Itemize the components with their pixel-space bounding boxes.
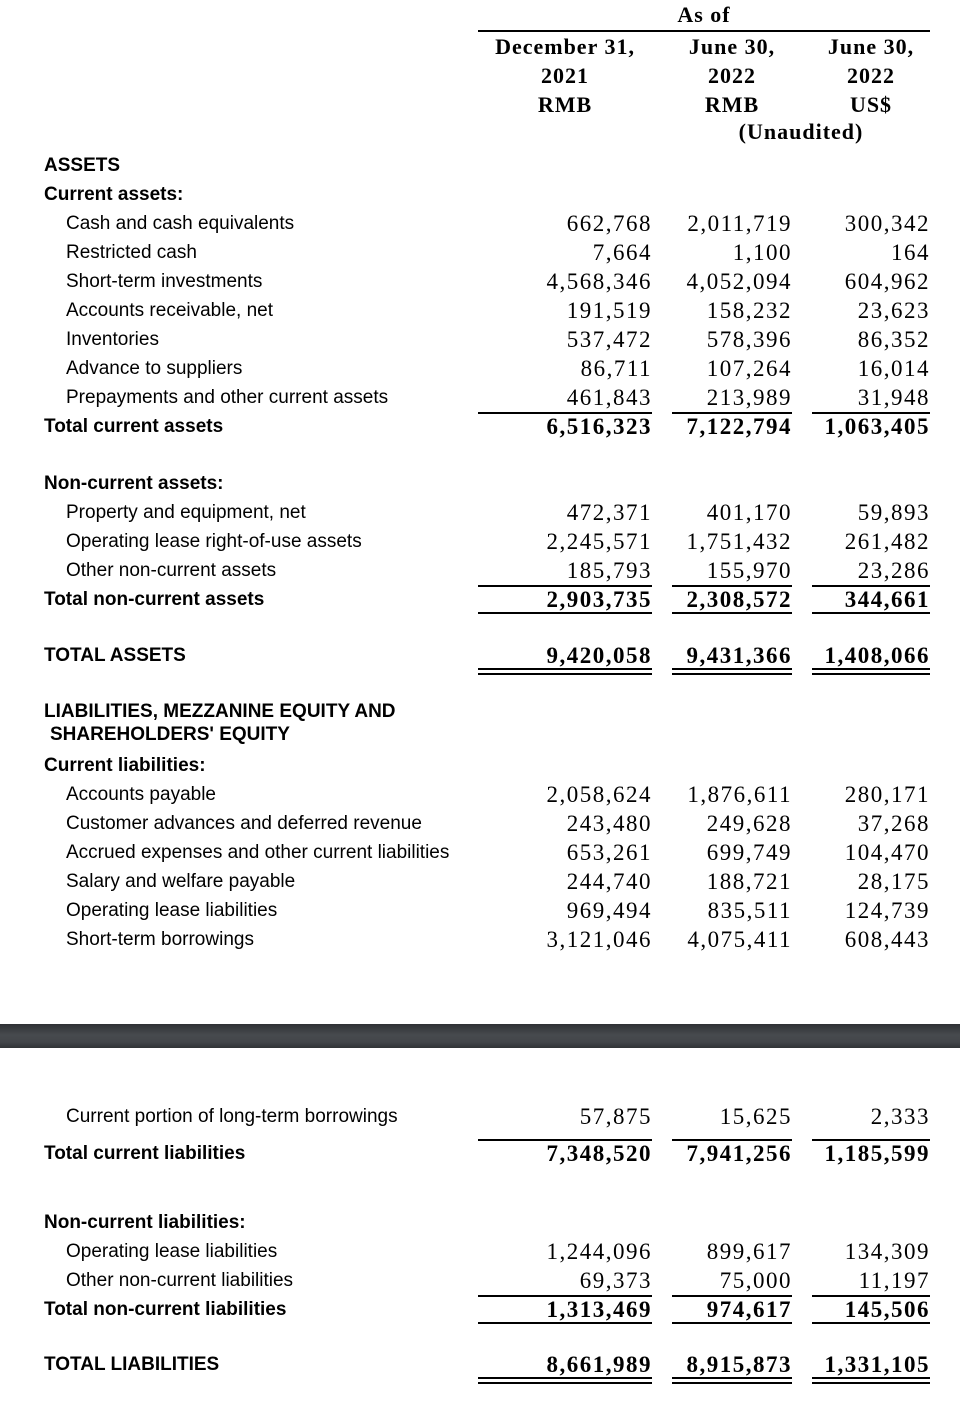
value-dec-2021-rmb: 1,313,469 <box>478 1295 652 1324</box>
table-row <box>44 867 930 896</box>
value-dec-2021-rmb: 2,058,624 <box>546 782 652 807</box>
value-jun-2022-usd: 16,014 <box>857 356 930 381</box>
value-dec-2021-rmb: 969,494 <box>566 898 652 923</box>
table-row <box>44 527 930 556</box>
value-jun-2022-rmb: 899,617 <box>706 1239 792 1264</box>
table-row <box>44 925 930 954</box>
value-dec-2021-rmb: 472,371 <box>566 500 652 525</box>
value-dec-2021-rmb: 7,348,520 <box>478 1139 652 1168</box>
value-jun-2022-rmb: 1,751,432 <box>686 529 792 554</box>
value-dec-2021-rmb: 3,121,046 <box>546 927 652 952</box>
value-dec-2021-rmb: 6,516,323 <box>478 412 652 441</box>
value-jun-2022-rmb: 1,100 <box>732 240 792 265</box>
value-dec-2021-rmb: 9,420,058 <box>478 641 652 670</box>
value-jun-2022-rmb: 2,308,572 <box>672 585 792 614</box>
table-row <box>44 209 930 238</box>
value-jun-2022-usd: 11,197 <box>858 1268 930 1293</box>
value-jun-2022-usd: 164 <box>891 240 930 265</box>
value-jun-2022-rmb: 8,915,873 <box>672 1350 792 1379</box>
value-jun-2022-rmb: 1,876,611 <box>687 782 792 807</box>
value-jun-2022-usd: 124,739 <box>844 898 930 923</box>
value-dec-2021-rmb: 8,661,989 <box>478 1350 652 1379</box>
value-jun-2022-usd: 23,623 <box>857 298 930 323</box>
total-current-assets-row <box>44 412 930 441</box>
value-jun-2022-rmb: 9,431,366 <box>672 641 792 670</box>
row-label: Accounts receivable, net <box>66 300 274 321</box>
total-current-liabilities-row <box>44 1139 930 1168</box>
value-jun-2022-usd: 1,185,599 <box>812 1139 930 1168</box>
value-jun-2022-usd: 1,331,105 <box>812 1350 930 1379</box>
value-jun-2022-usd: 59,893 <box>857 500 930 525</box>
row-label: Accounts payable <box>66 784 216 805</box>
value-jun-2022-usd: 28,175 <box>857 869 930 894</box>
value-jun-2022-rmb: 4,052,094 <box>686 269 792 294</box>
header-unaudited-row <box>44 119 930 147</box>
table-row <box>44 809 930 838</box>
value-dec-2021-rmb: 86,711 <box>580 356 652 381</box>
table-row <box>44 838 930 867</box>
value-dec-2021-rmb: 185,793 <box>566 558 652 583</box>
row-label: Inventories <box>66 329 159 350</box>
subsection-current-liabilities: Current liabilities: <box>44 755 206 776</box>
value-jun-2022-rmb: 188,721 <box>706 869 792 894</box>
value-jun-2022-rmb: 75,000 <box>719 1268 792 1293</box>
row-label: Operating lease right-of-use assets <box>66 531 362 552</box>
value-jun-2022-rmb: 7,941,256 <box>672 1139 792 1168</box>
row-label: Total non-current liabilities <box>44 1299 287 1320</box>
total-non-current-liabilities-row <box>44 1295 930 1324</box>
table-row <box>44 354 930 383</box>
row-label: Property and equipment, net <box>66 502 306 523</box>
row-label: Advance to suppliers <box>66 358 243 379</box>
total-assets-row <box>44 641 930 670</box>
value-jun-2022-usd: 23,286 <box>857 558 930 583</box>
page-break-bar <box>0 1024 960 1048</box>
value-dec-2021-rmb: 2,903,735 <box>478 585 652 614</box>
table-row <box>44 1266 930 1295</box>
table-row <box>44 267 930 296</box>
row-label: Operating lease liabilities <box>66 900 278 921</box>
value-jun-2022-rmb: 213,989 <box>706 385 792 410</box>
section-title-liabilities: LIABILITIES, MEZZANINE EQUITY AND SHAREHOLDERS' EQUITY <box>44 701 396 745</box>
row-label: TOTAL ASSETS <box>44 645 186 666</box>
row-label: Short-term borrowings <box>66 929 254 950</box>
row-label: Customer advances and deferred revenue <box>66 813 422 834</box>
subsection-non-current-assets: Non-current assets: <box>44 473 224 494</box>
value-jun-2022-usd: 86,352 <box>857 327 930 352</box>
value-jun-2022-usd: 261,482 <box>844 529 930 554</box>
value-jun-2022-usd: 300,342 <box>844 211 930 236</box>
subsection-non-current-liabilities: Non-current liabilities: <box>44 1212 246 1233</box>
value-jun-2022-usd: 1,063,405 <box>812 412 930 441</box>
row-label: Other non-current assets <box>66 560 277 581</box>
value-jun-2022-rmb: 158,232 <box>706 298 792 323</box>
row-label: Other non-current liabilities <box>66 1270 294 1291</box>
value-jun-2022-usd: 344,661 <box>812 585 930 614</box>
value-jun-2022-rmb: 155,970 <box>706 558 792 583</box>
value-dec-2021-rmb: 653,261 <box>566 840 652 865</box>
row-label: Total non-current assets <box>44 589 265 610</box>
row-label: Prepayments and other current assets <box>66 387 389 408</box>
table-row <box>44 296 930 325</box>
table-row <box>44 325 930 354</box>
table-row <box>44 896 930 925</box>
total-liabilities-row <box>44 1350 930 1379</box>
row-label: Short-term investments <box>66 271 263 292</box>
value-jun-2022-usd: 31,948 <box>857 385 930 410</box>
table-row <box>44 383 930 412</box>
value-jun-2022-usd: 608,443 <box>844 927 930 952</box>
value-jun-2022-rmb: 578,396 <box>706 327 792 352</box>
value-jun-2022-usd: 604,962 <box>844 269 930 294</box>
table-row <box>44 556 930 585</box>
table-row <box>44 1102 930 1131</box>
value-dec-2021-rmb: 7,664 <box>592 240 652 265</box>
value-jun-2022-rmb: 974,617 <box>672 1295 792 1324</box>
value-dec-2021-rmb: 57,875 <box>579 1104 652 1129</box>
table-row <box>44 238 930 267</box>
table-header <box>44 2 930 32</box>
value-jun-2022-usd: 280,171 <box>844 782 930 807</box>
value-jun-2022-rmb: 107,264 <box>706 356 792 381</box>
header-as-of: As of <box>478 2 930 32</box>
value-dec-2021-rmb: 191,519 <box>566 298 652 323</box>
value-dec-2021-rmb: 662,768 <box>566 211 652 236</box>
row-label: Total current liabilities <box>44 1143 246 1164</box>
value-jun-2022-usd: 1,408,066 <box>812 641 930 670</box>
value-jun-2022-usd: 2,333 <box>870 1104 930 1129</box>
section-title-assets: ASSETS <box>44 155 121 176</box>
value-jun-2022-usd: 134,309 <box>844 1239 930 1264</box>
value-jun-2022-rmb: 249,628 <box>706 811 792 836</box>
row-label: Total current assets <box>44 416 224 437</box>
value-jun-2022-rmb: 2,011,719 <box>687 211 792 236</box>
value-dec-2021-rmb: 461,843 <box>566 385 652 410</box>
column-header-dec-2021-rmb: December 31, 2021 RMB <box>495 34 635 117</box>
row-label: Cash and cash equivalents <box>66 213 295 234</box>
value-jun-2022-rmb: 4,075,411 <box>687 927 792 952</box>
unaudited-note: (Unaudited) <box>738 119 864 144</box>
value-dec-2021-rmb: 1,244,096 <box>546 1239 652 1264</box>
value-jun-2022-rmb: 835,511 <box>707 898 792 923</box>
balance-sheet-table <box>44 2 930 1379</box>
table-row <box>44 498 930 527</box>
value-jun-2022-usd: 145,506 <box>812 1295 930 1324</box>
value-dec-2021-rmb: 243,480 <box>566 811 652 836</box>
subsection-current-assets: Current assets: <box>44 184 184 205</box>
value-jun-2022-rmb: 7,122,794 <box>672 412 792 441</box>
table-row <box>44 780 930 809</box>
column-header-jun-2022-rmb: June 30, 2022 RMB <box>688 34 776 117</box>
row-label: Operating lease liabilities <box>66 1241 278 1262</box>
row-label: Current portion of long-term borrowings <box>66 1106 398 1127</box>
header-columns <box>44 32 930 119</box>
value-jun-2022-rmb: 699,749 <box>706 840 792 865</box>
value-jun-2022-rmb: 401,170 <box>706 500 792 525</box>
row-label: Restricted cash <box>66 242 197 263</box>
row-label: TOTAL LIABILITIES <box>44 1354 220 1375</box>
row-label: Salary and welfare payable <box>66 871 296 892</box>
row-label: Accrued expenses and other current liabilities <box>66 842 450 863</box>
column-header-jun-2022-usd: June 30, 2022 US$ <box>827 34 915 117</box>
total-non-current-assets-row <box>44 585 930 614</box>
table-row <box>44 1237 930 1266</box>
value-dec-2021-rmb: 2,245,571 <box>546 529 652 554</box>
value-dec-2021-rmb: 69,373 <box>579 1268 652 1293</box>
value-dec-2021-rmb: 537,472 <box>566 327 652 352</box>
value-jun-2022-usd: 37,268 <box>857 811 930 836</box>
value-jun-2022-usd: 104,470 <box>844 840 930 865</box>
value-dec-2021-rmb: 4,568,346 <box>546 269 652 294</box>
value-dec-2021-rmb: 244,740 <box>566 869 652 894</box>
value-jun-2022-rmb: 15,625 <box>719 1104 792 1129</box>
